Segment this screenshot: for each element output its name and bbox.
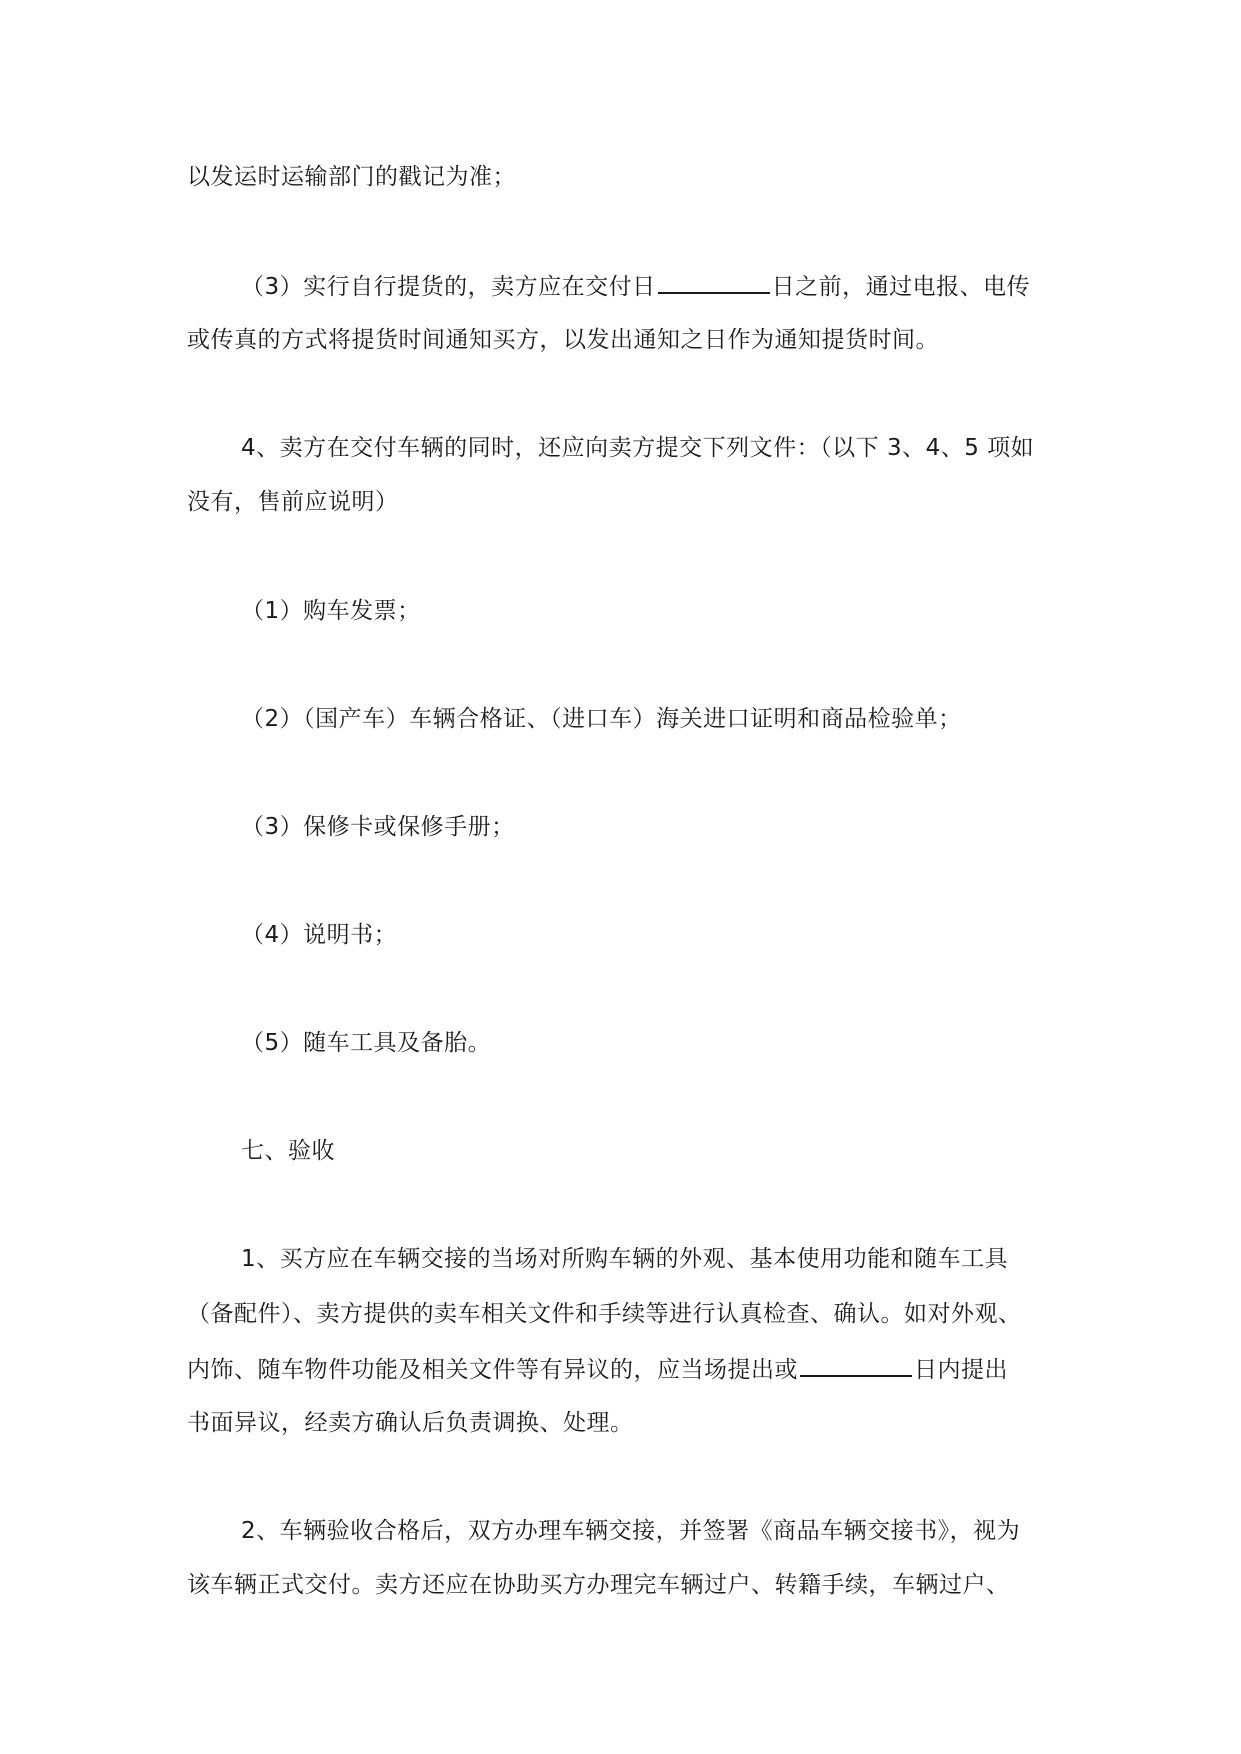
paragraph-3-line-2: 没有，售前应说明） bbox=[187, 489, 399, 515]
paragraph-10-line-3-after: 日内提出 bbox=[914, 1357, 1008, 1383]
list-item-invoice: （1）购车发票； bbox=[241, 598, 421, 624]
paragraph-2-line-1-after: 日之前，通过电报、电传 bbox=[771, 274, 1031, 300]
paragraph-1-line-1: 以发运时运输部门的戳记为准； bbox=[187, 164, 516, 190]
paragraph-2-line-2: 或传真的方式将提货时间通知买方，以发出通知之日作为通知提货时间。 bbox=[187, 327, 939, 353]
paragraph-10-line-2: （备配件）、卖方提供的卖车相关文件和手续等进行认真检查、确认。如对外观、 bbox=[187, 1301, 1022, 1327]
paragraph-10-line-3 bbox=[187, 1353, 1008, 1385]
paragraph-2-line-1-before: （3）实行自行提货的，卖方应在交付日 bbox=[241, 274, 656, 300]
list-item-tools: （5）随车工具及备胎。 bbox=[241, 1030, 492, 1056]
paragraph-2-line-1 bbox=[241, 270, 1030, 302]
section-heading-acceptance: 七、验收 bbox=[241, 1138, 335, 1164]
paragraph-10-line-4: 书面异议，经卖方确认后负责调换、处理。 bbox=[187, 1410, 634, 1436]
paragraph-3-line-1: 4、卖方在交付车辆的同时，还应向卖方提交下列文件：（以下 3、4、5 项如 bbox=[241, 435, 1035, 461]
paragraph-11-line-2: 该车辆正式交付。卖方还应在协助买方办理完车辆过户、转籍手续，车辆过户、 bbox=[187, 1572, 1010, 1598]
fill-in-blank-delivery-days[interactable] bbox=[658, 270, 770, 294]
list-item-certificates: （2）（国产车）车辆合格证、（进口车）海关进口证明和商品检验单； bbox=[241, 706, 962, 732]
paragraph-10-line-3-before: 内饰、随车物件功能及相关文件等有异议的，应当场提出或 bbox=[187, 1357, 798, 1383]
list-item-warranty: （3）保修卡或保修手册； bbox=[241, 814, 515, 840]
paragraph-11-line-1: 2、车辆验收合格后，双方办理车辆交接，并签署《商品车辆交接书》，视为 bbox=[241, 1518, 1021, 1544]
paragraph-10-line-1: 1、买方应在车辆交接的当场对所购车辆的外观、基本使用功能和随车工具 bbox=[241, 1246, 1009, 1272]
list-item-manual: （4）说明书； bbox=[241, 922, 398, 948]
fill-in-blank-objection-days[interactable] bbox=[800, 1353, 912, 1377]
